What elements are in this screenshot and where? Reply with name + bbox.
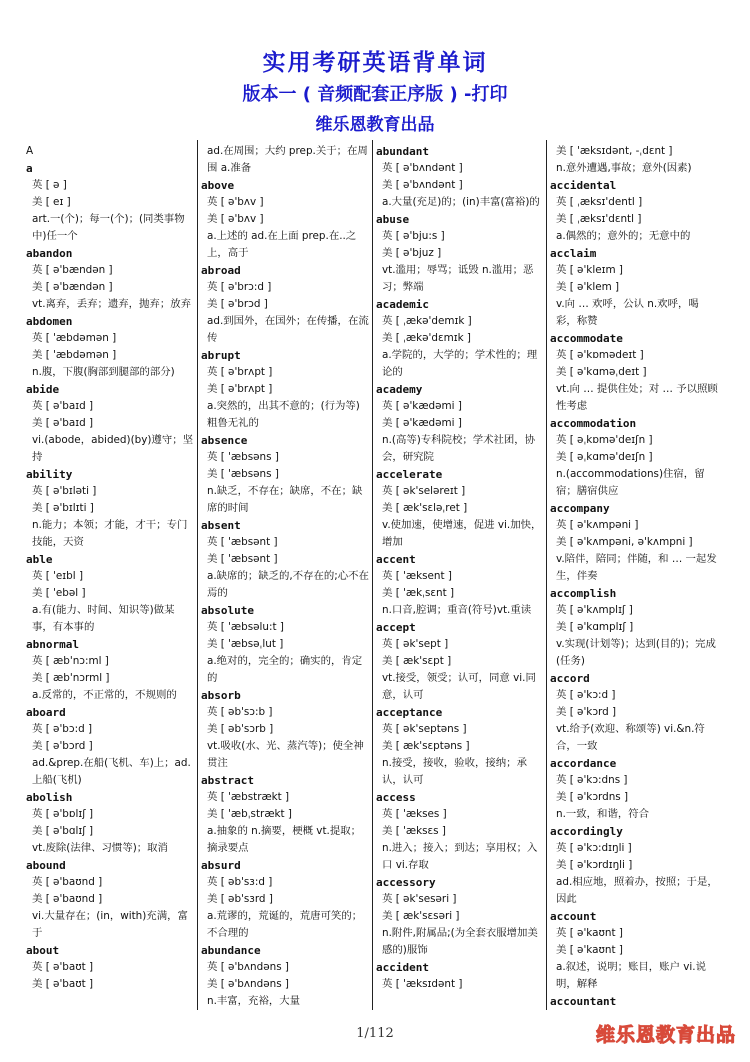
definition: n.丰富，充裕，大量 [207,995,301,1007]
headword: aboard [26,706,66,719]
definition: art.一(个)；每一(个)；(同类事物中)任一个 [32,213,185,242]
pronunciation: 美 [ æk'sɛpt ] [382,655,452,667]
pronunciation: 英 [ ˌæksɪ'dentl ] [556,196,643,208]
pronunciation: 美 [ ə'kaʊnt ] [556,944,623,956]
pronunciation: 英 [ əb'sɜ:d ] [207,876,273,888]
pronunciation: 英 [ ə'baʊt ] [32,961,94,973]
pronunciation: 美 [ ˌækə'dɛmɪk ] [382,332,471,344]
pronunciation: 美 [ 'æbsəˌlut ] [207,638,284,650]
pronunciation: 美 [ ə'kʌmpəni, ə'kʌmpni ] [556,536,693,548]
pronunciation: 美 [ æb'nɔrml ] [32,672,110,684]
pronunciation: 美 [ əb'sɜrd ] [207,893,273,905]
pronunciation: 英 [ ə'bʌv ] [207,196,264,208]
headword: academy [376,383,423,396]
pronunciation: 美 [ 'æbsəns ] [207,468,279,480]
vocab-column-1 [26,143,194,993]
pronunciation: 英 [ ə'kɔ:dɪŋli ] [556,842,632,854]
definition: v.实现(计划等)；达到(目的)；完成(任务) [556,638,716,667]
pronunciation: 美 [ 'æksɛs ] [382,825,446,837]
pronunciation: 美 [ əb'sɔrb ] [207,723,274,735]
vocab-column-4 [550,143,718,1010]
definition: ad.到国外，在国外；在传播，在流传 [207,315,369,344]
pronunciation: 英 [ ə'kʌmplɪʃ ] [556,604,633,616]
definition: n.一致，和谐，符合 [556,808,650,820]
definition: a.绝对的，完全的；确实的，肯定的 [207,655,363,684]
definition: v.使加速，使增速，促进 vi.加快，增加 [382,519,542,548]
headword: accept [376,621,416,634]
pronunciation: 英 [ ə'kædəmi ] [382,400,462,412]
pronunciation: 英 [ ə'bɒlɪʃ ] [32,808,94,820]
definition: n.意外遭遇,事故；意外(因素) [556,162,692,174]
pronunciation: 英 [ ə'bɔ:d ] [32,723,93,735]
pronunciation: 美 [ ə'baʊnd ] [32,893,103,905]
pronunciation: 英 [ əˌkɒmə'deɪʃn ] [556,434,653,446]
pronunciation: 美 [ 'ebəl ] [32,587,86,599]
pronunciation: 英 [ 'æksent ] [382,570,452,582]
definition: n.附件,附属品;(为全套衣服增加美感的)服饰 [382,927,538,956]
pronunciation: 美 [ eɪ ] [32,196,71,208]
headword: abide [26,383,60,396]
page-number: 1/112 [356,1026,394,1041]
headword: accident [376,961,429,974]
pronunciation: 美 [ əˌkɑmə'deɪʃn ] [556,451,653,463]
definition: a.大量(充足)的；(in)丰富(富裕)的 [382,196,540,208]
pronunciation: 英 [ 'æksɪdənt ] [382,978,463,990]
pronunciation: 美 [ ə'baʊt ] [32,978,94,990]
headword: acclaim [550,247,597,260]
pronunciation: 英 [ 'æbsəns ] [207,451,279,463]
definition: vt.给予(欢迎、称颂等) vi.&n.符合，一致 [556,723,705,752]
watermark-logo: 维乐恩教育出品 [595,1024,736,1046]
pronunciation: 英 [ ək'seləreɪt ] [382,485,466,497]
headword: accidental [550,179,617,192]
definition: vt.向 … 提供住处；对 … 予以照顾性考虑 [556,383,718,412]
pronunciation: 美 [ ə'kɔrd ] [556,706,617,718]
headword: abandon [26,247,73,260]
definition: n.口音,腔调；重音(符号)vt.重读 [382,604,532,616]
definition: n.(高等)专科院校；学术社团，协会，研究院 [382,434,536,463]
pronunciation: 英 [ 'eɪbl ] [32,570,83,582]
definition: vi.大量存在；(in，with)充满，富于 [32,910,188,939]
headword: abundance [201,944,261,957]
headword: accessory [376,876,436,889]
definition: ad.在周围；大约 prep.关于；在周围 a.准备 [207,145,368,174]
headword: able [26,553,53,566]
pronunciation: 英 [ ə'bʌndənt ] [382,162,463,174]
document-title: 实用考研英语背单词 [262,50,488,76]
headword: absence [201,434,248,447]
pronunciation: 美 [ ə'bʌndəns ] [207,978,289,990]
headword: absurd [201,859,241,872]
pronunciation: 美 [ ə'kɔrdns ] [556,791,629,803]
pronunciation: 英 [ ə'kɒmədeɪt ] [556,349,644,361]
section-letter: A [26,145,34,157]
headword: accomplish [550,587,617,600]
headword: academic [376,298,429,311]
pronunciation: 英 [ ə'baʊnd ] [32,876,103,888]
pronunciation: 美 [ æk'sɛptəns ] [382,740,470,752]
pronunciation: 英 [ ə'bændən ] [32,264,113,276]
column-divider [546,140,547,1010]
headword: accord [550,672,590,685]
definition: n.接受，接收，验收，接纳；承认，认可 [382,757,527,786]
pronunciation: 美 [ ə'kɔrdɪŋli ] [556,859,633,871]
definition: n.(accommodations)住宿，留宿；膳宿供应 [556,468,705,497]
vocab-column-2 [201,143,369,1010]
pronunciation: 英 [ ə'kʌmpəni ] [556,519,639,531]
pronunciation: 美 [ ə'bɑlɪʃ ] [32,825,94,837]
pronunciation: 美 [ ˌæksɪ'dɛntl ] [556,213,642,225]
pronunciation: 英 [ əb'sɔ:b ] [207,706,273,718]
headword: abstract [201,774,254,787]
headword: accelerate [376,468,443,481]
pronunciation: 英 [ ə'bju:s ] [382,230,445,242]
pronunciation: 英 [ ə'kaʊnt ] [556,927,623,939]
definition: vt.接受，领受；认可，同意 vi.同意，认可 [382,672,536,701]
pronunciation: 美 [ 'ækˌsɛnt ] [382,587,455,599]
headword: ability [26,468,73,481]
column-divider [372,140,373,1010]
pronunciation: 英 [ ə'brʌpt ] [207,366,273,378]
headword: accordance [550,757,617,770]
definition: a.荒谬的，荒诞的，荒唐可笑的；不合理的 [207,910,363,939]
pronunciation: 美 [ ə'bɔrd ] [32,740,93,752]
pronunciation: 美 [ ə'bjuz ] [382,247,442,259]
pronunciation: 英 [ 'æbdəmən ] [32,332,117,344]
definition: a.学院的，大学的；学术性的；理论的 [382,349,538,378]
headword: about [26,944,60,957]
pronunciation: 英 [ 'æbstrækt ] [207,791,290,803]
pronunciation: 美 [ 'æbdəmən ] [32,349,117,361]
headword: access [376,791,416,804]
column-divider [197,140,198,1010]
pronunciation: 英 [ ə'bʌndəns ] [207,961,289,973]
pronunciation: 英 [ ə'bɪləti ] [32,485,97,497]
publisher-line: 维乐恩教育出品 [315,115,435,135]
pronunciation: 英 [ ˌækə'demɪk ] [382,315,472,327]
headword: abnormal [26,638,79,651]
headword: accompany [550,502,610,515]
headword: account [550,910,597,923]
headword: absorb [201,689,241,702]
definition: a.抽象的 n.摘要，梗概 vt.提取；摘录要点 [207,825,361,854]
definition: a.反常的，不正常的，不规则的 [32,689,177,701]
headword: accommodation [550,417,637,430]
definition: vt.吸收(水、光、蒸汽等)；使全神贯注 [207,740,364,769]
pronunciation: 美 [ 'æbsənt ] [207,553,278,565]
definition: ad.相应地，照着办，按照；于是，因此 [556,876,718,905]
headword: accommodate [550,332,623,345]
definition: ad.&prep.在船(飞机、车)上；ad.上船(飞机) [32,757,191,786]
pronunciation: 英 [ ə'baɪd ] [32,400,94,412]
pronunciation: 英 [ ə'kɔ:d ] [556,689,616,701]
pronunciation: 英 [ 'æbsəlu:t ] [207,621,284,633]
pronunciation: 美 [ ə'baɪd ] [32,417,94,429]
pronunciation: 英 [ æb'nɔ:ml ] [32,655,109,667]
headword: accent [376,553,416,566]
headword: abundant [376,145,429,158]
pronunciation: 英 [ ə'brɔ:d ] [207,281,272,293]
definition: a.缺席的；缺乏的,不存在的;心不在焉的 [207,570,369,599]
definition: n.缺乏，不存在；缺席，不在；缺席的时间 [207,485,363,514]
pronunciation: 美 [ æk'sɛsəri ] [382,910,460,922]
pronunciation: 美 [ ə'kɑmplɪʃ ] [556,621,634,633]
definition: n.能力；本领；才能，才干；专门技能，天资 [32,519,188,548]
pronunciation: 美 [ 'æksɪdənt, -ˌdɛnt ] [556,145,673,157]
definition: a.有(能力、时间、知识等)做某事，有本事的 [32,604,175,633]
headword: abroad [201,264,241,277]
pronunciation: 英 [ ə'kɔ:dns ] [556,774,628,786]
definition: vt.废除(法律、习惯等)；取消 [32,842,168,854]
headword: acceptance [376,706,443,719]
headword: abrupt [201,349,241,362]
pronunciation: 美 [ ə'kɑməˌdeɪt ] [556,366,647,378]
definition: a.上述的 ad.在上面 prep.在..之上，高于 [207,230,357,259]
vocab-column-3 [376,143,544,993]
pronunciation: 美 [ ə'bʌv ] [207,213,264,225]
definition: n.腹，下腹(胸部到腿部的部分) [32,366,175,378]
pronunciation: 美 [ ə'bʌndənt ] [382,179,463,191]
pronunciation: 美 [ ə'klem ] [556,281,620,293]
pronunciation: 英 [ ək'sesəri ] [382,893,457,905]
definition: v.向 … 欢呼，公认 n.欢呼，喝彩，称赞 [556,298,699,327]
headword: absolute [201,604,254,617]
definition: vt.离弃，丢弃；遗弃，抛弃；放弃 [32,298,191,310]
headword: abound [26,859,66,872]
pronunciation: 英 [ 'æbsənt ] [207,536,278,548]
headword: abuse [376,213,410,226]
pronunciation: 美 [ ə'bɪlɪti ] [32,502,94,514]
pronunciation: 美 [ ə'brɔd ] [207,298,268,310]
definition: a.叙述，说明；账目，账户 vi.说明，解释 [556,961,706,990]
headword: a [26,162,33,175]
headword: absent [201,519,241,532]
headword: abdomen [26,315,73,328]
pronunciation: 美 [ ə'brʌpt ] [207,383,273,395]
pronunciation: 英 [ 'ækses ] [382,808,447,820]
headword: above [201,179,235,192]
definition: n.进入；接入；到达；享用权；入口 vi.存取 [382,842,538,871]
definition: vt.滥用；辱骂；诋毁 n.滥用；恶习；弊端 [382,264,534,293]
definition: a.偶然的；意外的；无意中的 [556,230,691,242]
headword: accordingly [550,825,623,838]
headword: abolish [26,791,73,804]
definition: vi.(abode，abided)(by)遵守；坚持 [32,434,193,463]
pronunciation: 美 [ ə'kædəmi ] [382,417,462,429]
definition: a.突然的，出其不意的；(行为等)粗鲁无礼的 [207,400,360,429]
document-subtitle: 版本一 ( 音频配套正序版 ) -打印 [242,84,508,105]
pronunciation: 美 [ 'æbˌstrækt ] [207,808,292,820]
definition: v.陪伴，陪同；伴随，和 … 一起发生，伴奏 [556,553,717,582]
pronunciation: 英 [ ək'sept ] [382,638,449,650]
headword: accountant [550,995,617,1008]
pronunciation: 英 [ ək'septəns ] [382,723,467,735]
pronunciation: 英 [ ə ] [32,179,67,191]
pronunciation: 英 [ ə'kleɪm ] [556,264,623,276]
pronunciation: 美 [ æk'sɛləˌret ] [382,502,468,514]
pronunciation: 美 [ ə'bændən ] [32,281,113,293]
